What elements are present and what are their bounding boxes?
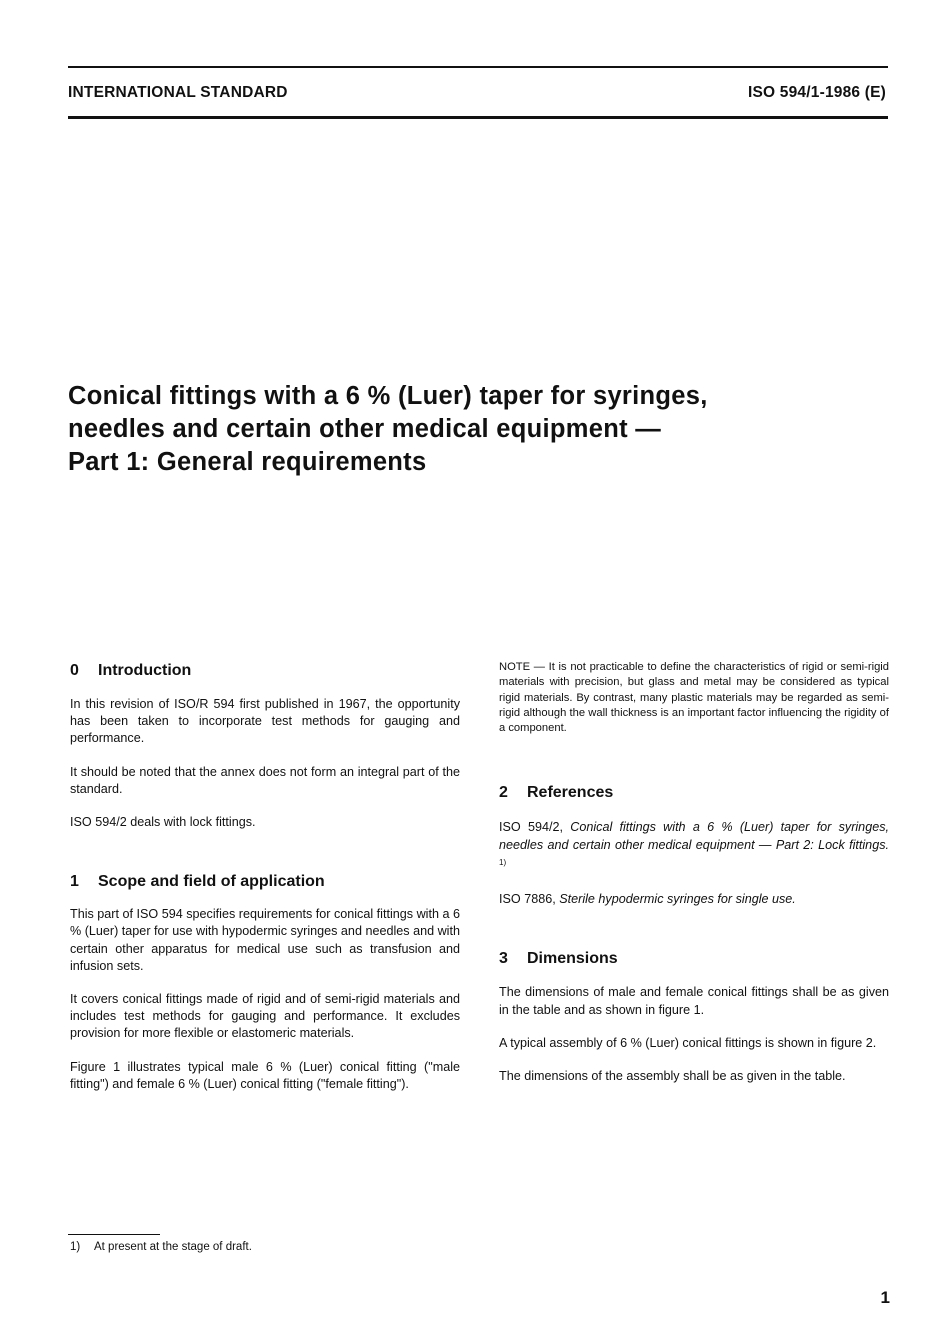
footnote-text: At present at the stage of draft. — [94, 1241, 252, 1253]
section-1-heading — [70, 871, 460, 893]
footnote-mark: 1) — [70, 1241, 81, 1253]
reference-title: Sterile hypodermic syringes for single use. — [559, 892, 796, 907]
reference-code: ISO 594/2, — [499, 820, 563, 835]
section-number: 0 — [70, 662, 79, 679]
standard-number: ISO 594/1-1986 (E) — [747, 84, 886, 101]
note-paragraph: NOTE — It is not practicable to define the characteristics of rigid or semi-rigid materials with precision, but glass and metal may be considered as typical rigid materials. By contrast, many plastic materials may be regarded as semi-rigid although the wall thickness is an important factor influencing the rigidity of a component. — [499, 661, 889, 735]
section-title: Dimensions — [527, 950, 618, 968]
reference-iso-7886 — [499, 891, 889, 908]
scope-paragraph-1: This part of ISO 594 specifies requirements for conical fittings with a 6 % (Luer) taper for use with hypodermic syringes and needles and with certain other apparatus for medical use such as transfusion and infusion sets. — [70, 907, 460, 973]
header-top-rule — [68, 66, 888, 68]
footnote-reference: 1) — [499, 857, 507, 867]
section-title: References — [527, 784, 614, 802]
reference-title: Conical fittings with a 6 % (Luer) taper for syringes, needles and certain other medical equipment — Part 2: Lock fittings. — [499, 820, 889, 852]
dimensions-paragraph-3: The dimensions of the assembly shall be as given in the table. — [499, 1068, 846, 1083]
section-number: 1 — [70, 873, 79, 891]
title-line-2: needles and certain other medical equipment — — [68, 415, 662, 443]
page-number: 1 — [880, 1288, 890, 1307]
document-type-label: INTERNATIONAL STANDARD — [68, 84, 288, 101]
section-0-heading — [70, 660, 460, 682]
intro-paragraph-2: It should be noted that the annex does not form an integral part of the standard. — [70, 764, 460, 796]
reference-code: ISO 7886, — [499, 892, 556, 907]
document-title — [68, 380, 888, 479]
right-column — [499, 660, 889, 1085]
left-column — [70, 660, 460, 1093]
section-number: 3 — [499, 950, 508, 968]
section-title: Scope and field of application — [98, 873, 325, 891]
scope-paragraph-3: Figure 1 illustrates typical male 6 % (Luer) conical fitting ("male fitting") and female 6 % (Luer) conical fitting ("female fitting"). — [70, 1059, 460, 1091]
intro-paragraph-3: ISO 594/2 deals with lock fittings. — [70, 815, 256, 830]
section-number: 2 — [499, 784, 508, 802]
title-line-1: Conical fittings with a 6 % (Luer) taper for syringes, — [68, 382, 708, 410]
footnote-separator — [68, 1234, 160, 1235]
scope-paragraph-2: It covers conical fittings made of rigid and of semi-rigid materials and includes test methods for gauging and performance. It excludes provision for more flexible or elastomeric materials. — [70, 992, 460, 1041]
dimensions-paragraph-2: A typical assembly of 6 % (Luer) conical fittings is shown in figure 2. — [499, 1035, 877, 1050]
header-bottom-rule — [68, 116, 888, 119]
reference-iso-594-2 — [499, 819, 889, 875]
title-line-3: Part 1: General requirements — [68, 448, 427, 476]
footnote — [70, 1241, 252, 1253]
section-2-heading — [499, 782, 889, 804]
intro-paragraph-1: In this revision of ISO/R 594 first published in 1967, the opportunity has been taken to incorporate test methods for gauging and performance. — [70, 697, 460, 746]
section-3-heading — [499, 948, 889, 970]
dimensions-paragraph-1: The dimensions of male and female conical fittings shall be as given in the table and as shown in figure 1. — [499, 985, 889, 1017]
section-title: Introduction — [98, 662, 192, 679]
